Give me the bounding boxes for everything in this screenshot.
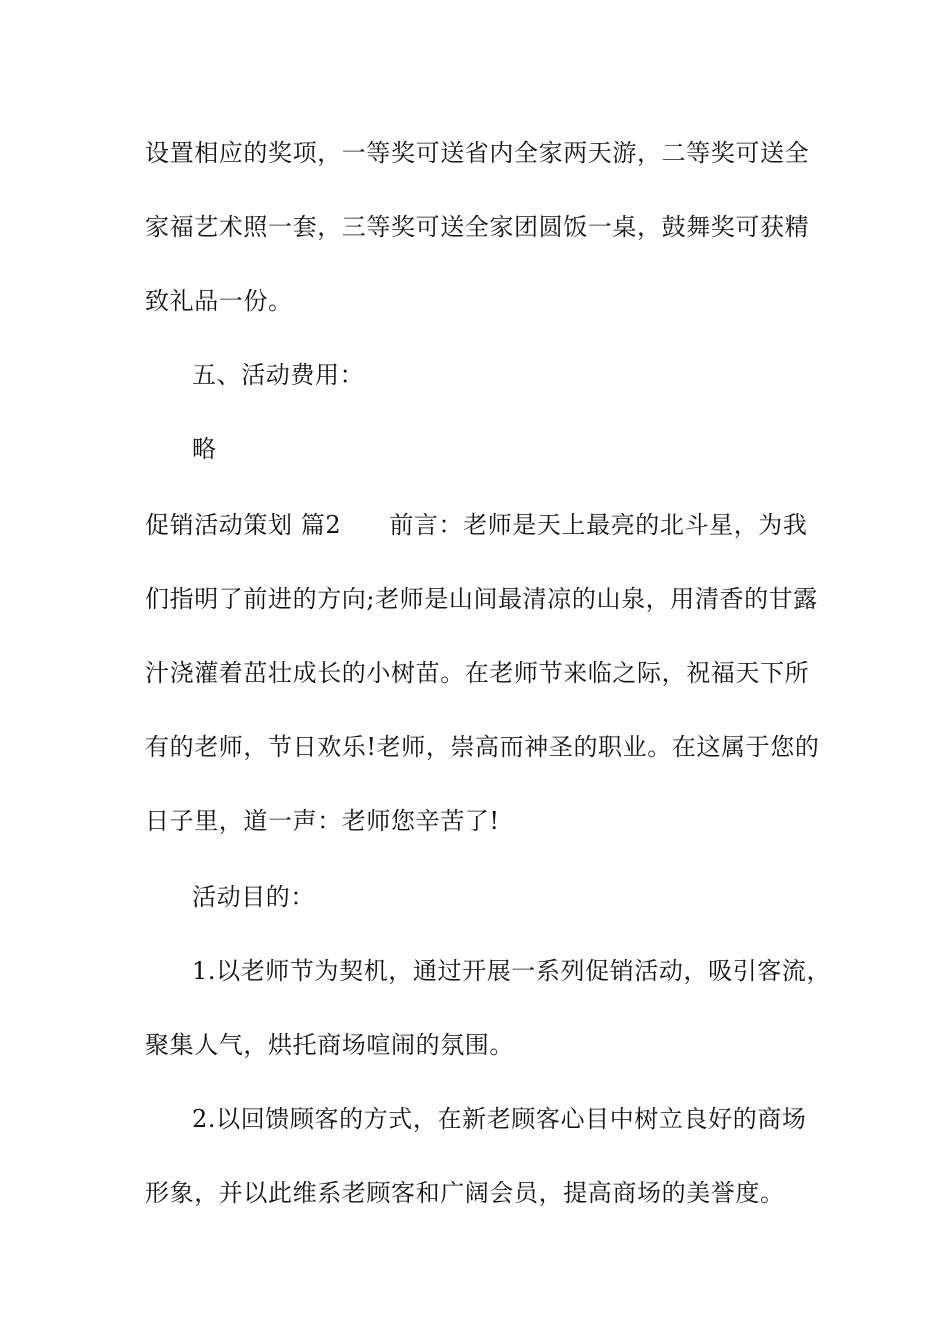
body-text-line: 略 bbox=[192, 435, 217, 463]
preface-text: 前言：老师是天上最亮的北斗星，为我 bbox=[389, 511, 808, 539]
body-text-line: 们指明了前进的方向;老师是山间最清凉的山泉，用清香的甘露 bbox=[145, 585, 818, 613]
section-heading: 活动目的： bbox=[192, 883, 315, 911]
body-text-line: 形象，并以此维系老顾客和广阔会员，提高商场的美誉度。 bbox=[145, 1179, 785, 1207]
body-text-line: 聚集人气，烘托商场喧闹的氛围。 bbox=[145, 1031, 514, 1059]
chapter-title: 促销活动策划 篇2 bbox=[145, 511, 342, 539]
body-text-line: 致礼品一份。 bbox=[145, 287, 293, 315]
body-text-line: 家福艺术照一套，三等奖可送全家团圆饭一桌，鼓舞奖可获精 bbox=[145, 213, 810, 241]
body-text-line: 日子里，道一声：老师您辛苦了! bbox=[145, 807, 500, 835]
chapter-heading-line bbox=[145, 505, 808, 545]
body-text-line: 汁浇灌着茁壮成长的小树苗。在老师节来临之际，祝福天下所 bbox=[145, 659, 810, 687]
list-item: 2.以回馈顾客的方式，在新老顾客心目中树立良好的商场 bbox=[192, 1105, 807, 1133]
list-item: 1.以老师节为契机，通过开展一系列促销活动，吸引客流， bbox=[192, 957, 832, 985]
section-heading: 五、活动费用： bbox=[192, 361, 365, 389]
body-text-line: 有的老师，节日欢乐!老师，崇高而神圣的职业。在这属于您的 bbox=[145, 733, 820, 761]
body-text-line: 设置相应的奖项，一等奖可送省内全家两天游，二等奖可送全 bbox=[145, 139, 810, 167]
